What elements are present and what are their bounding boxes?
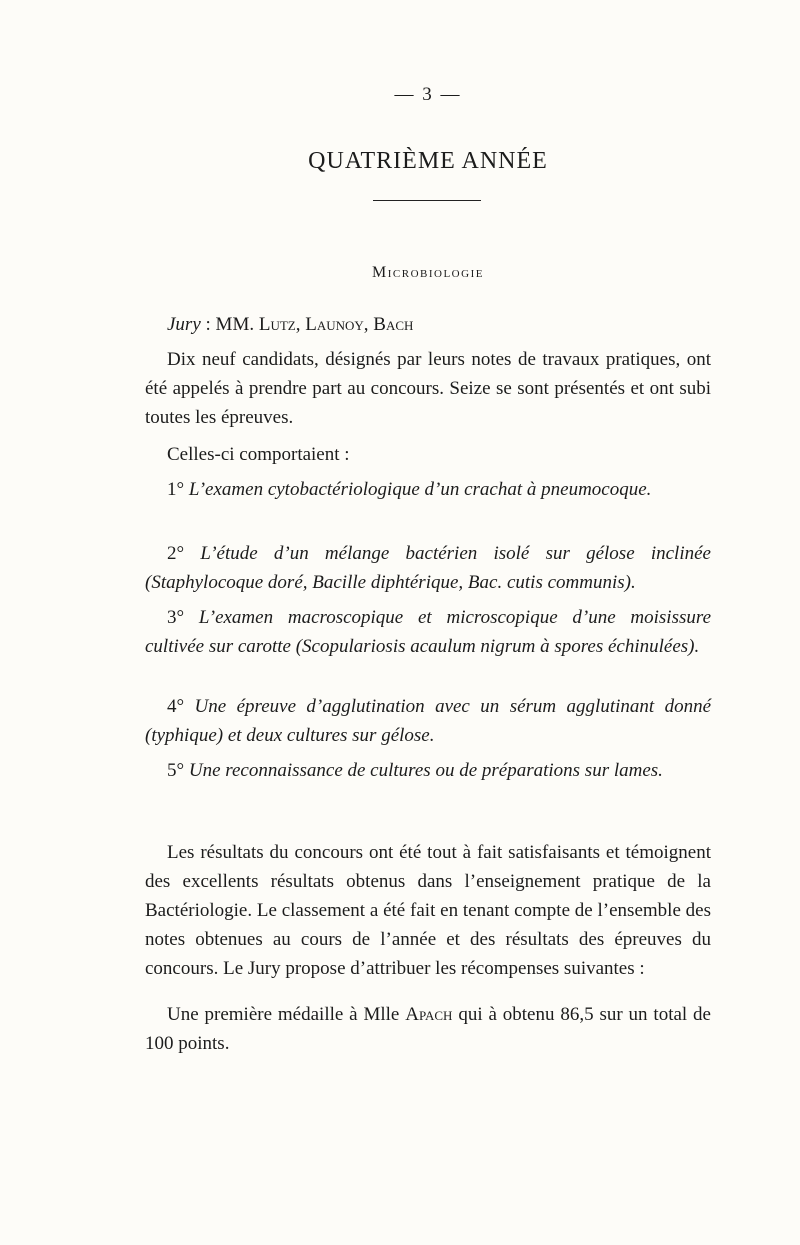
award-text-start: Une première médaille à Mlle xyxy=(167,1004,406,1025)
item-text: L’examen macroscopique et microscopique d’une moisissure cultivée sur carotte (Scopulariosis acaulum nigrum à spores échinulées). xyxy=(145,607,711,657)
item-number: 1° xyxy=(167,479,185,500)
jury-separator: : MM. xyxy=(200,314,259,335)
exam-item xyxy=(145,603,711,661)
item-number: 2° xyxy=(167,543,185,564)
item-text: Une reconnaissance de cultures ou de préparations sur lames. xyxy=(188,760,663,781)
item-text: Une épreuve d’agglutination avec un sérum agglutinant donné (typhique) et deux cultures sur gélose. xyxy=(145,696,712,746)
section-title: QUATRIÈME ANNÉE xyxy=(308,148,548,174)
item-text: L’examen cytobactériologique d’un crachat à pneumocoque. xyxy=(188,479,652,500)
subject-heading: Microbiologie xyxy=(372,264,484,281)
item-number: 5° xyxy=(167,760,185,781)
candidates-paragraph: Dix neuf candidats, désignés par leurs notes de travaux pratiques, ont été appelés à prendre part au concours. Seize se sont présentés et ont subi toutes les épreuves. xyxy=(145,349,711,428)
exam-item xyxy=(145,756,711,785)
title-divider xyxy=(373,200,481,201)
award-paragraph xyxy=(145,1000,711,1058)
results-paragraph: Les résultats du concours ont été tout à fait satisfaisants et témoignent des excellents résultats obtenus dans l’enseignement pratique de la Bactériologie. Le classement a été fait en tenant compte de l’ensemble des notes obtenues au cours de l’année et des résultats des épreuves du concours. Le Jury propose d’attribuer les récompenses suivantes : xyxy=(145,842,711,979)
award-recipient: Apach xyxy=(405,1004,453,1025)
jury-members: Lutz, Launoy, Bach xyxy=(258,314,414,335)
page-number: — 3 — xyxy=(394,84,462,105)
intro-paragraph: Celles-ci comportaient : xyxy=(167,444,350,465)
jury-line xyxy=(145,310,711,339)
item-number: 3° xyxy=(167,607,185,628)
jury-label: Jury xyxy=(167,314,201,335)
document-page xyxy=(145,0,711,1245)
item-number: 4° xyxy=(167,696,185,717)
exam-item xyxy=(145,692,711,750)
exam-item xyxy=(145,475,711,504)
award-text-end: qui à obtenu 86,5 sur un total de 100 points. xyxy=(145,1004,711,1054)
item-text: L’étude d’un mélange bactérien isolé sur gélose inclinée (Staphylocoque doré, Bacille diphtérique, Bac. cutis communis). xyxy=(145,543,711,593)
exam-item xyxy=(145,539,711,597)
